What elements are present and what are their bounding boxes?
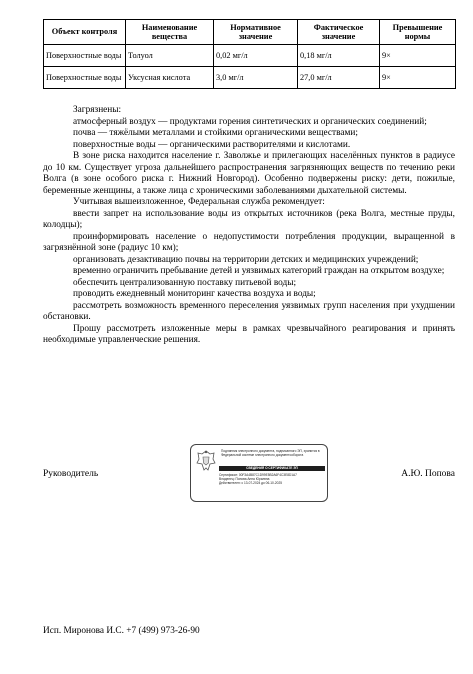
paragraph: рассмотреть возможность временного переселения уязвимых групп населения при ухудшении обстановки. [43,300,455,322]
header-object: Объект контроля [44,20,126,45]
paragraph: проинформировать население о недопустимости потребления продукции, выращенной в загрязнённой зоне (радиус 10 км); [43,231,455,253]
table-header-row [44,20,456,45]
stamp-validity: Действителен: с 13-07-2024 до 06-10-2025 [219,481,282,485]
coat-of-arms-icon [196,449,216,473]
cell-object: Поверхностные воды [44,67,126,89]
header-norm: Нормативное значение [214,20,298,45]
table-row [44,67,456,89]
paragraph: почва — тяжёлыми металлами и стойкими органическими веществами; [73,128,358,138]
cell-excess: 9× [380,67,456,89]
paragraph: временно ограничить пребывание детей и уязвимых категорий граждан на открытом воздухе; [73,266,445,276]
header-substance: Наименование вещества [126,20,214,45]
paragraph: Загрязнены: [73,105,122,115]
cell-substance: Уксусная кислота [126,67,214,89]
stamp-owner: Владелец: Попова Анна Юрьевна [219,477,270,481]
pollution-table [43,19,456,89]
paragraph: поверхностные воды — органическими растворителями и кислотами. [73,139,351,150]
cell-object: Поверхностные воды [44,45,126,67]
cell-excess: 9× [380,45,456,67]
signer-name: А.Ю. Попова [401,469,455,479]
paragraph: Учитывая вышеизложенное, Федеральная служба рекомендует: [73,197,325,207]
paragraph: проводить ежедневный мониторинг качества воздуха и воды; [73,289,316,299]
stamp-details [219,473,325,485]
header-actual: Фактическое значение [298,20,380,45]
executor-contact: Исп. Миронова И.С. +7 (499) 973-26-90 [43,626,200,636]
cell-substance: Толуол [126,45,214,67]
body-text [43,105,455,347]
stamp-certificate: Сертификат: 00F3A4B87C1D99E5B2A6F4C3E8D1A7 [219,473,297,477]
cell-actual: 0,18 мг/л [298,45,380,67]
paragraph: организовать дезактивацию почвы на территории детских и медицинских учреждений; [73,254,419,265]
paragraph: обеспечить централизованную поставку питьевой воды; [73,277,297,288]
header-excess: Превышение нормы [380,20,456,45]
cell-actual: 27,0 мг/л [298,67,380,89]
signer-role: Руководитель [43,469,99,479]
table-row [44,45,456,67]
electronic-signature-stamp [190,444,328,502]
paragraph: Прошу рассмотреть изложенные меры в рамках чрезвычайного реагирования и принять необходимые управленческие решения. [43,323,455,345]
stamp-heading: Подлинник электронного документа, подписанного ЭП, хранится в Федеральной системе электронного документооборота [221,449,320,457]
paragraph: В зоне риска находится население г. Заволжье и прилегающих населённых пунктов в радиусе до 10 км. Существует угроза дальнейшего распространения загрязняющих веществ по течению реки Волга (в зоне особого риска г. Нижний Новгород). Особенно подвержены риску: дети, пожилые, беременные женщины, а также лица с хроническими заболеваниями дыхательной системы. [43,151,455,196]
paragraph: атмосферный воздух — продуктами горения синтетических и органических соединений; [73,116,427,127]
cell-norm: 3,0 мг/л [214,67,298,89]
paragraph: ввести запрет на использование воды из открытых источников (река Волга, местные пруды, колодцы); [43,208,455,230]
cell-norm: 0,02 мг/л [214,45,298,67]
stamp-title-bar: СВЕДЕНИЯ О СЕРТИФИКАТЕ ЭП [219,466,325,471]
